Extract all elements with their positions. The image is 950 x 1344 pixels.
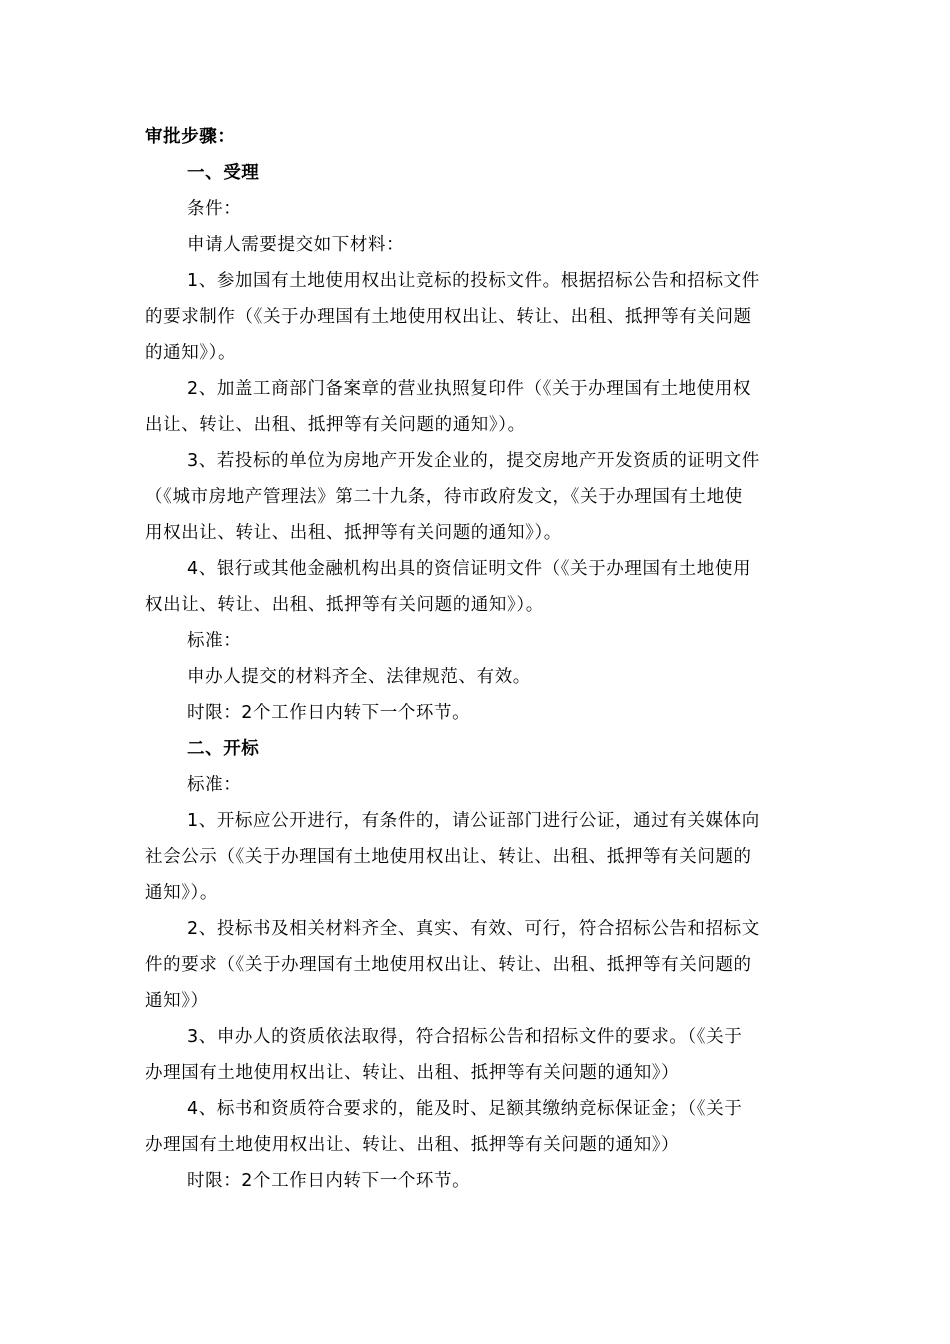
paragraph-line: 1、参加国有土地使用权出让竞标的投标文件。根据招标公告和招标文件: [187, 271, 760, 291]
paragraph-line: 申请人需要提交如下材料：: [187, 235, 405, 255]
paragraph-line: 时限：2个工作日内转下一个环节。: [187, 703, 471, 723]
paragraph-line: 2、投标书及相关材料齐全、真实、有效、可行，符合招标公告和招标文: [187, 919, 760, 939]
paragraph-line: 的要求制作（《关于办理国有土地使用权出让、转让、出租、抵押等有关问题: [145, 307, 752, 327]
subsection-heading: 二、开标: [187, 739, 260, 759]
paragraph-line: 3、若投标的单位为房地产开发企业的，提交房地产开发资质的证明文件: [187, 451, 760, 471]
paragraph-line: 2、加盖工商部门备案章的营业执照复印件（《关于办理国有土地使用权: [187, 379, 752, 399]
subsection-heading: 一、受理: [187, 163, 260, 183]
paragraph-line: 时限：2个工作日内转下一个环节。: [187, 1171, 471, 1191]
paragraph-line: 申办人提交的材料齐全、法律规范、有效。: [187, 667, 531, 687]
paragraph-line: 用权出让、转让、出租、抵押等有关问题的通知》）。: [145, 523, 562, 543]
paragraph-line: 件的要求（《关于办理国有土地使用权出让、转让、出租、抵押等有关问题的: [145, 955, 752, 975]
paragraph-line: （《城市房地产管理法》第二十九条，待市政府发文，《关于办理国有土地使: [145, 487, 743, 507]
paragraph-line: 办理国有土地使用权出让、转让、出租、抵押等有关问题的通知》）: [145, 1135, 680, 1155]
paragraph-line: 的通知》）。: [145, 343, 237, 363]
paragraph-line: 办理国有土地使用权出让、转让、出租、抵押等有关问题的通知》）: [145, 1063, 680, 1083]
paragraph-line: 条件：: [187, 199, 242, 219]
paragraph-line: 标准：: [187, 775, 242, 795]
paragraph-line: 社会公示（《关于办理国有土地使用权出让、转让、出租、抵押等有关问题的: [145, 847, 752, 867]
paragraph-line: 3、申办人的资质依法取得，符合招标公告和招标文件的要求。（《关于: [187, 1027, 743, 1047]
section-heading: 审批步骤：: [145, 127, 236, 147]
paragraph-line: 出让、转让、出租、抵押等有关问题的通知》）。: [145, 415, 526, 435]
paragraph-line: 权出让、转让、出租、抵押等有关问题的通知》）。: [145, 595, 544, 615]
paragraph-line: 4、标书和资质符合要求的，能及时、足额其缴纳竞标保证金；（《关于: [187, 1099, 743, 1119]
paragraph-line: 通知》）: [145, 991, 209, 1011]
paragraph-line: 4、银行或其他金融机构出具的资信证明文件（《关于办理国有土地使用: [187, 559, 752, 579]
paragraph-line: 1、开标应公开进行，有条件的，请公证部门进行公证，通过有关媒体向: [187, 811, 760, 831]
paragraph-line: 标准：: [187, 631, 242, 651]
paragraph-line: 通知》）。: [145, 883, 218, 903]
